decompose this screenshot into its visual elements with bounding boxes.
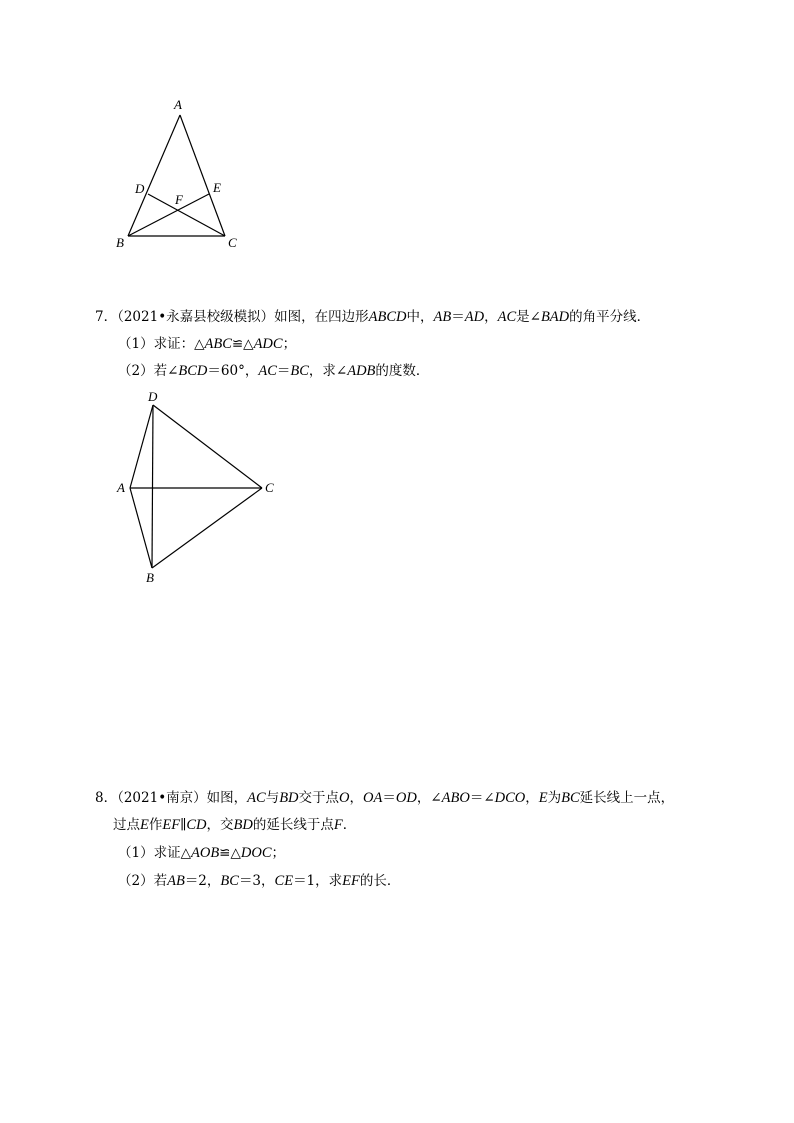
label-d: D xyxy=(148,389,158,404)
label-b: B xyxy=(146,570,154,585)
segment-ab xyxy=(128,115,180,236)
label-d: D xyxy=(135,181,145,196)
label-a: A xyxy=(174,97,182,112)
question-8-part-2: （2）若AB＝2，BC＝3，CE＝1，求EF的长． xyxy=(118,873,401,889)
question-8-stem-line-2: 过点E作EF∥CD，交BD的延长线于点F． xyxy=(113,817,357,833)
segment-be xyxy=(128,194,209,236)
label-f: F xyxy=(175,192,183,207)
figure-triangle-abc xyxy=(110,95,260,255)
segment-bd xyxy=(152,405,153,568)
segment-da xyxy=(130,405,153,488)
segment-ac xyxy=(180,115,225,236)
label-b: B xyxy=(116,235,124,250)
question-8-stem: 8．（2021•南京）如图，AC与BD交于点O，OA＝OD，∠ABO＝∠DCO，E为BC延长线上一点， xyxy=(95,790,675,806)
segment-ab xyxy=(130,488,152,568)
segment-cd xyxy=(148,194,225,236)
segment-cd xyxy=(153,405,262,488)
figure-quadrilateral-abcd xyxy=(110,385,285,590)
question-7-stem: 7．（2021•永嘉县校级模拟）如图，在四边形ABCD中，AB＝AD，AC是∠BAD的角平分线． xyxy=(95,309,651,325)
question-7-part-1: （1）求证：△ABC≌△ADC； xyxy=(118,336,297,352)
label-c: C xyxy=(265,480,274,495)
question-8-part-1: （1）求证△AOB≌△DOC； xyxy=(118,845,285,861)
label-a: A xyxy=(117,480,125,495)
question-7-part-2: （2）若∠BCD＝60°，AC＝BC，求∠ADB的度数． xyxy=(118,363,430,379)
label-e: E xyxy=(213,180,221,195)
segment-bc xyxy=(152,488,262,568)
label-c: C xyxy=(228,235,237,250)
